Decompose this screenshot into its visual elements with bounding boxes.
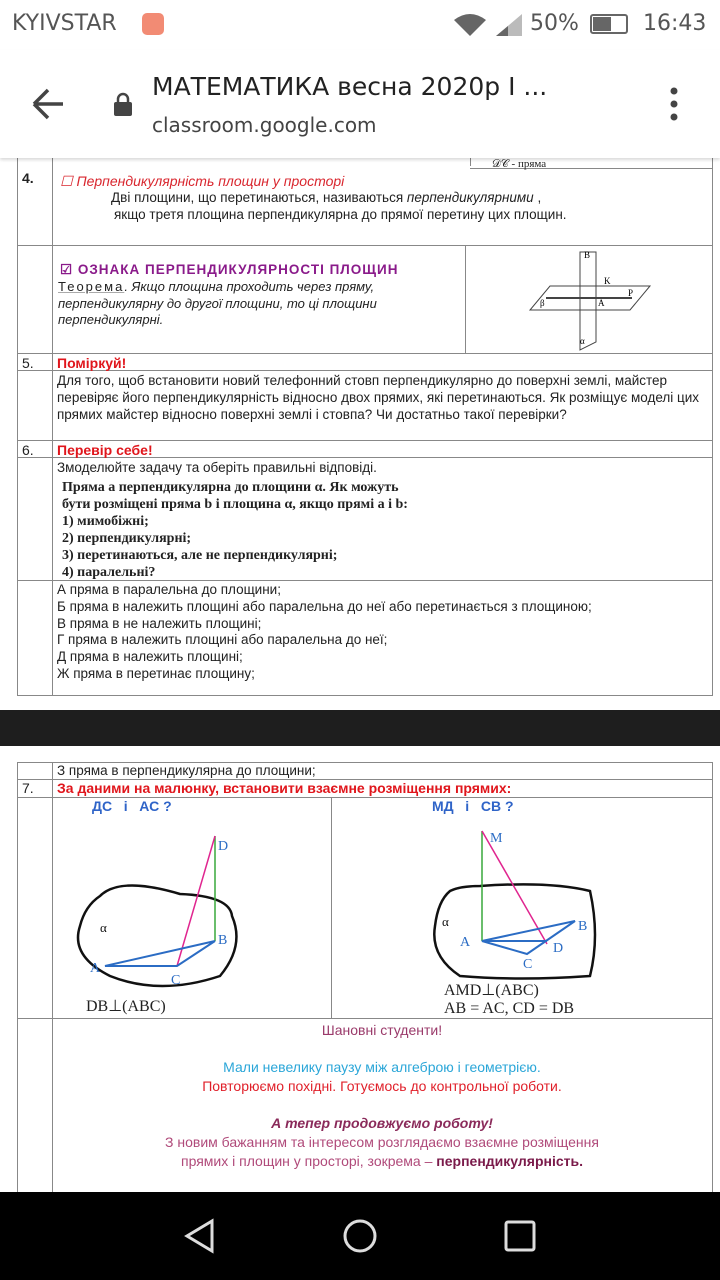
definition-line-1: Дві площини, що перетинаються, називаються перпендикулярними , (111, 190, 542, 205)
perpendicular-planes-figure (520, 246, 660, 352)
row-number: 5. (22, 355, 34, 371)
document-page-1 (0, 158, 720, 710)
clock: 16:43 (643, 11, 707, 36)
task-intro: Змоделюйте задачу та оберіть правильні відповіді. (57, 460, 377, 475)
page-separator (0, 710, 720, 746)
svg-text:B: B (578, 919, 588, 934)
svg-text:D: D (553, 941, 564, 956)
figure-right (420, 816, 660, 981)
svg-text:β: β (540, 298, 545, 308)
notification-icon (142, 13, 164, 35)
top-fragment: 𝒟𝒞 - пряма (492, 158, 547, 170)
figure-left (60, 816, 330, 991)
svg-text:α: α (442, 914, 449, 929)
svg-text:A: A (598, 298, 605, 308)
svg-text:M: M (490, 831, 503, 846)
message: Шановні студенти! Мали невелику паузу між алгеброю і геометрією. Повторюємо похідні. Готуємось до контрольної роботи. А тепер продовжуємо роботу! З новим бажанням та інтересом розглядаємо взаємне розміщення прямих і площин у просторі, зокрема – перпендикулярність. (165, 1022, 599, 1169)
caption-right-1: AMD⊥(ABC) (444, 982, 539, 999)
section-title: ☐ Перпендикулярність площин у просторі (60, 173, 345, 189)
caption-left: DB⊥(ABC) (86, 998, 166, 1015)
svg-text:B: B (584, 250, 591, 260)
browser-header (0, 50, 720, 158)
signal-icon (494, 12, 524, 38)
battery-icon (590, 14, 628, 34)
svg-text:D: D (218, 839, 229, 854)
svg-text:B: B (218, 933, 228, 948)
lock-icon (113, 92, 133, 118)
row-number: 7. (22, 780, 34, 796)
sign-title: ☑ ОЗНАКА ПЕРПЕНДИКУЛЯРНОСТІ ПЛОЩИН (60, 262, 399, 277)
svg-text:A: A (460, 935, 471, 950)
svg-text:C: C (171, 973, 181, 988)
section-title: За даними на малюнку, встановити взаємне розміщення прямих: (57, 780, 512, 796)
row-number: 4. (22, 170, 34, 186)
page-title: МАТЕМАТИКА весна 2020р І ... (152, 72, 548, 101)
status-bar (0, 0, 720, 50)
nav-back-icon[interactable] (182, 1218, 218, 1254)
question-right: МД і СВ ? (432, 798, 514, 814)
answer-z: З пряма в перпендикулярна до площини; (57, 763, 316, 778)
back-arrow-icon[interactable] (30, 86, 66, 122)
battery-percent: 50% (530, 11, 579, 36)
section-title: Поміркуй! (57, 355, 127, 371)
svg-text:P: P (628, 288, 634, 298)
section-title: Перевір себе! (57, 442, 153, 458)
document-page-2 (0, 746, 720, 1192)
question-left: ДС і АС ? (92, 798, 172, 814)
answer-options: А пряма в паралельна до площини; Б пряма в належить площині або паралельна до неї або перетинається з площиною; В пряма в не належить площині; Г пряма в належить площині або паралельна до неї; Д пряма в належить площині; Ж пряма в перетинає площину; (57, 582, 592, 681)
theorem: Теорема. Якщо площина проходить через пряму, перпендикулярну до другої площини, то ці площини перпендикулярні. (58, 279, 377, 327)
nav-recents-icon[interactable] (503, 1219, 537, 1253)
navigation-bar (0, 1192, 720, 1280)
svg-text:A: A (90, 961, 101, 976)
wifi-icon (452, 12, 488, 38)
row-number: 6. (22, 442, 34, 458)
carrier: KYIVSTAR (12, 11, 117, 36)
svg-text:α: α (580, 336, 585, 346)
definition-line-2: якщо третя площина перпендикулярна до прямої перетину цих площин. (114, 207, 567, 222)
svg-text:α: α (100, 920, 107, 935)
svg-text:C: C (523, 957, 533, 972)
question: Пряма a перпендикулярна до площини α. Як можуть бути розміщені пряма b і площина α, якщо прямі a і b: 1) мимобіжні; 2) перпендикулярні; 3) перетинаються, але не перпендикулярні; 4) паралельні? (62, 480, 408, 580)
task-text: Для того, щоб встановити новий телефонний стовп перпендикулярно до поверхні землі, майстер перевіряє його перпендикулярність відносно двох прямих, які перетинаються. Як розміщує моделі цих прямих майстер відносно поверхні землі і стовпа? Чи достатньо такої перевірки? (57, 373, 700, 422)
caption-right-2: AB = AC, CD = DB (444, 1000, 575, 1017)
nav-home-icon[interactable] (342, 1218, 378, 1254)
page-url[interactable]: classroom.google.com (152, 113, 377, 137)
more-options-icon[interactable] (668, 86, 680, 122)
svg-text:K: K (604, 276, 611, 286)
